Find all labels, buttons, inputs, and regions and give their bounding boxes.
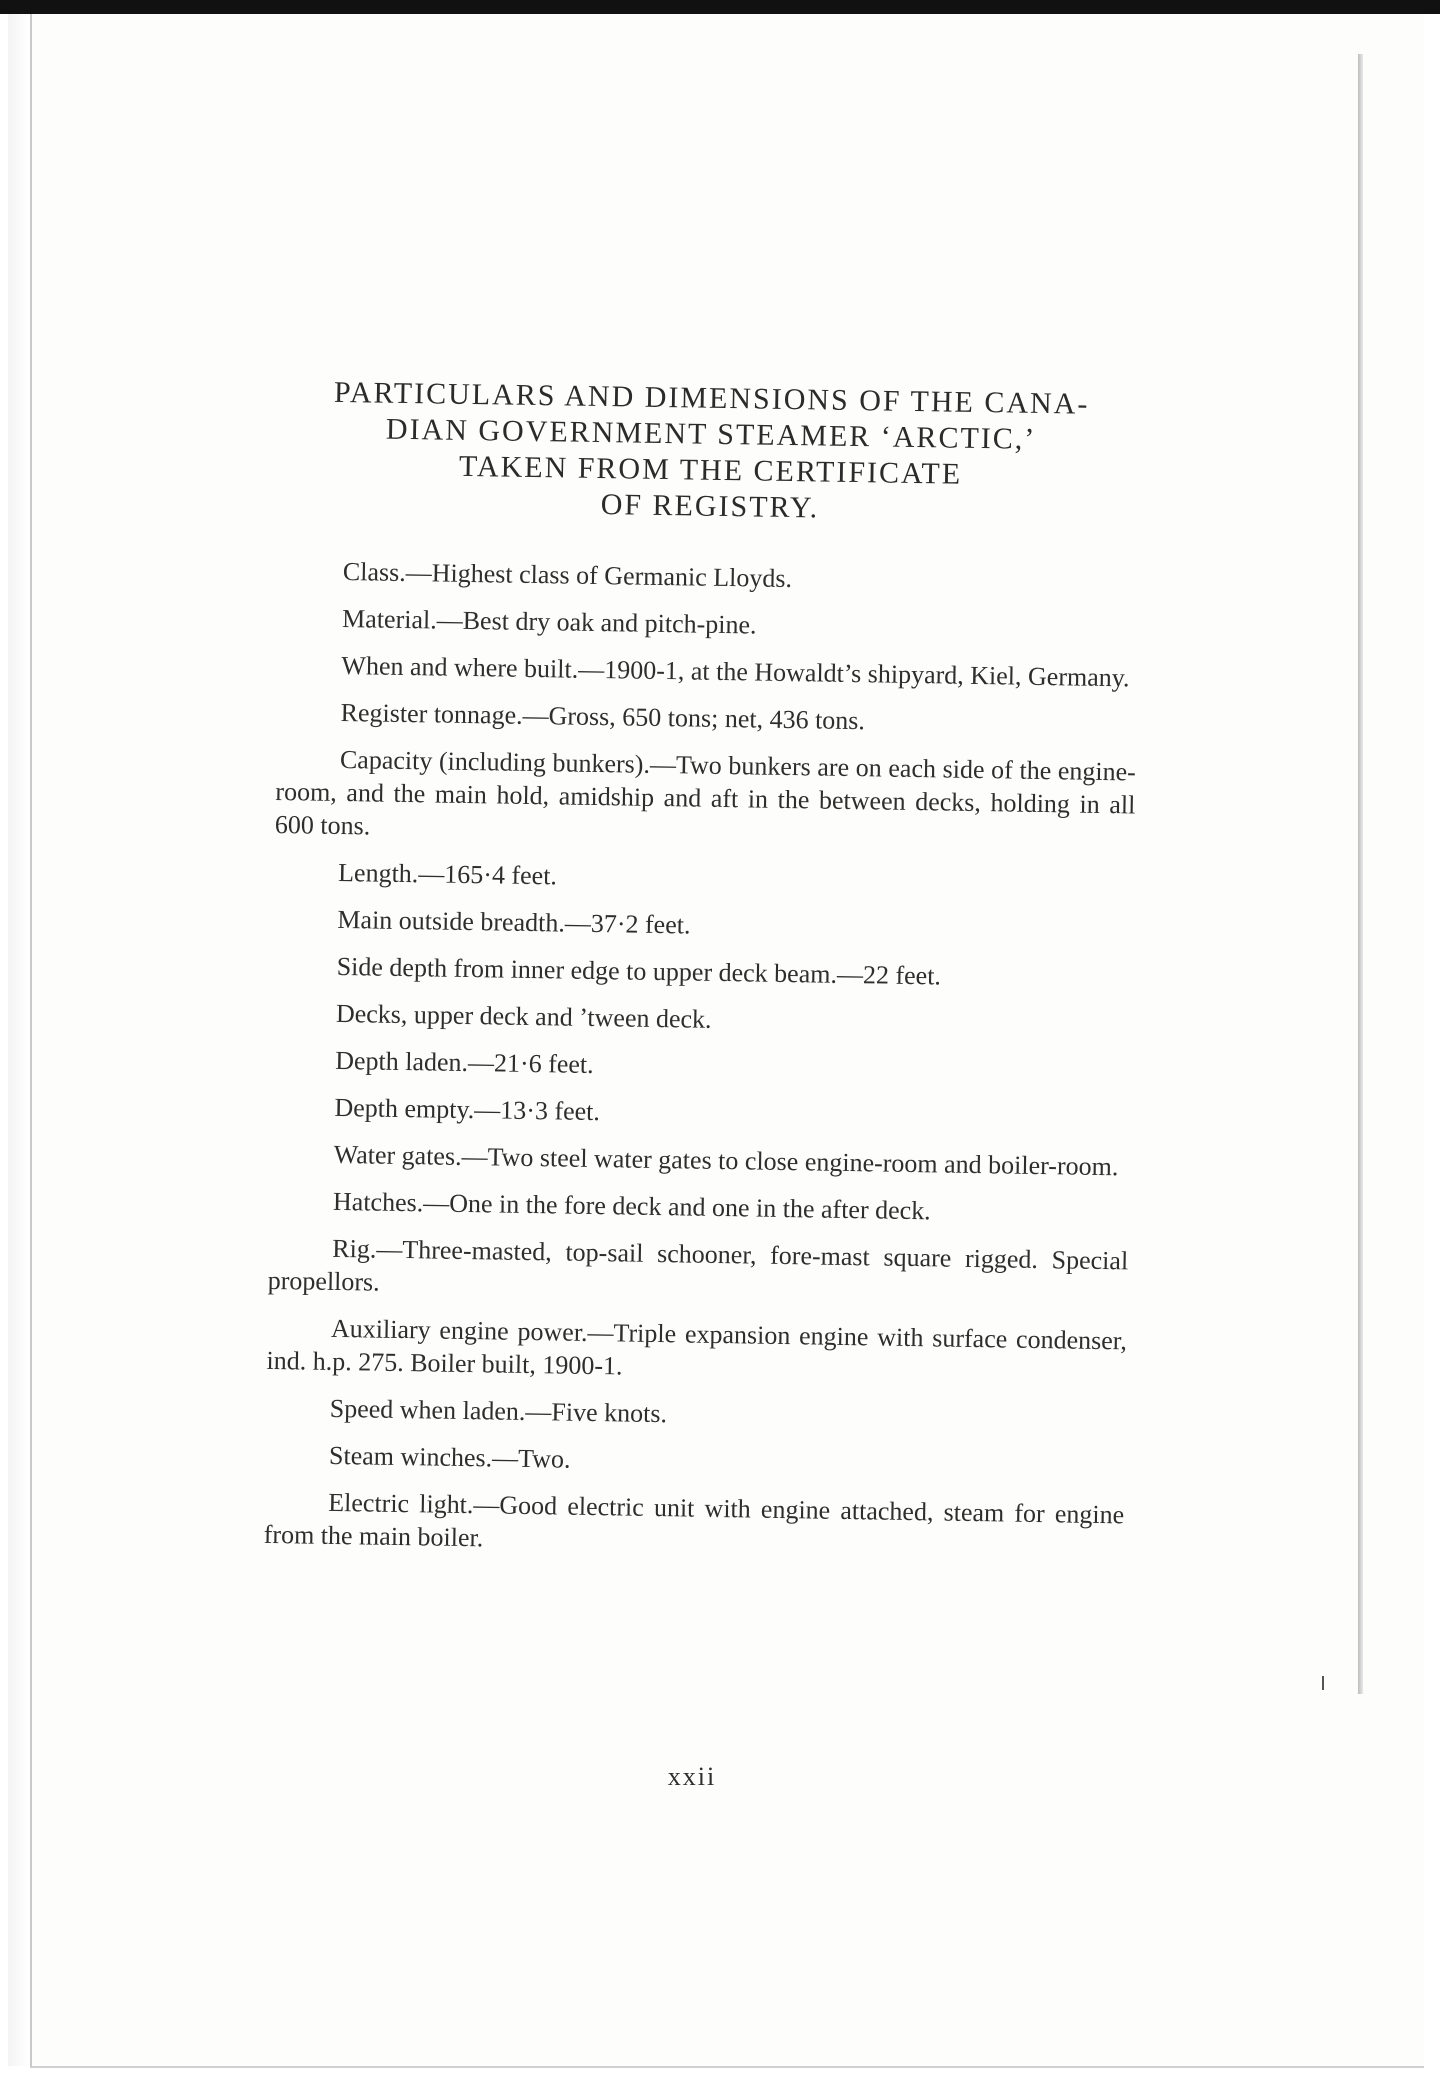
entry-capacity bbox=[275, 742, 1136, 854]
entry-text: —Highest class of Germanic Lloyds. bbox=[405, 557, 793, 594]
entry-label: Register tonnage. bbox=[340, 697, 523, 730]
page-number: xxii bbox=[667, 1762, 717, 1791]
entry-label: Length. bbox=[337, 857, 419, 889]
entry-label: Speed when laden. bbox=[329, 1393, 526, 1426]
entry-electric-light bbox=[264, 1485, 1125, 1565]
entry-depth-laden bbox=[271, 1043, 1131, 1090]
title-line: PARTICULARS AND DIMENSIONS OF THE CANA- bbox=[333, 375, 1090, 421]
entry-text: —Good electric unit with engine attached, steam for engine from the main boiler. bbox=[263, 1490, 1125, 1553]
page-edge-mark bbox=[1322, 1676, 1324, 1690]
entry-text: —Two. bbox=[491, 1443, 571, 1474]
document-page bbox=[30, 14, 1424, 2068]
entry-text: —165·4 feet. bbox=[418, 859, 558, 891]
entry-rig bbox=[268, 1231, 1129, 1311]
entry-label: Water gates. bbox=[333, 1139, 462, 1171]
entry-text: —22 feet. bbox=[836, 959, 942, 991]
entry-label: Main outside breadth. bbox=[337, 904, 566, 938]
entry-label: Hatches. bbox=[332, 1186, 424, 1218]
entry-water-gates bbox=[269, 1137, 1129, 1184]
entry-text: —Five knots. bbox=[525, 1396, 668, 1429]
entry-class bbox=[279, 554, 1139, 601]
entry-speed bbox=[266, 1391, 1126, 1438]
entry-label: Class. bbox=[342, 556, 406, 587]
entry-material bbox=[278, 601, 1138, 648]
scan-left-shadow bbox=[8, 14, 30, 2066]
entry-register-tonnage bbox=[276, 695, 1136, 742]
page-title bbox=[280, 374, 1142, 531]
entry-text: —37·2 feet. bbox=[564, 908, 691, 940]
entry-text: —Best dry oak and pitch-pine. bbox=[436, 605, 757, 640]
entry-text: —21·6 feet. bbox=[467, 1048, 594, 1079]
entry-text: —Two steel water gates to close engine-room and boiler-room. bbox=[461, 1141, 1119, 1182]
entry-label: Auxiliary engine power. bbox=[330, 1313, 588, 1347]
entry-label: Depth laden. bbox=[334, 1045, 469, 1078]
entry-label: Side depth from inner edge to upper deck beam. bbox=[336, 951, 838, 989]
entry-label: Decks, upper deck and ’tween deck. bbox=[335, 998, 712, 1034]
title-line: DIAN GOVERNMENT STEAMER ‘ARCTIC,’ bbox=[385, 412, 1037, 456]
entry-hatches bbox=[269, 1184, 1129, 1231]
entry-decks bbox=[272, 996, 1132, 1043]
page-content bbox=[263, 374, 1142, 1578]
entry-text: —One in the fore deck and one in the after deck. bbox=[423, 1188, 931, 1226]
title-line: TAKEN FROM THE CERTIFICATE bbox=[458, 449, 963, 491]
entry-text: —Two bunkers are on each side of the engine-room, and the main hold, amidship and aft in the between decks, holding in all 600 tons. bbox=[274, 749, 1137, 841]
entry-label: Capacity (including bunkers). bbox=[339, 744, 651, 779]
entry-text: —Three-masted, top-sail schooner, fore-mast square rigged. Special propellors. bbox=[267, 1234, 1129, 1297]
entry-label: Depth empty. bbox=[334, 1092, 475, 1125]
entry-length bbox=[274, 855, 1134, 902]
entry-text: —1900-1, at the Howaldt’s shipyard, Kiel, Germany. bbox=[577, 654, 1130, 693]
entry-text: —Triple expansion engine with surface condenser, ind. h.p. 275. Boiler built, 1900-1. bbox=[266, 1317, 1128, 1381]
entry-text: —13·3 feet. bbox=[474, 1095, 601, 1127]
entry-breadth bbox=[273, 902, 1133, 949]
title-line: OF REGISTRY. bbox=[600, 488, 820, 525]
entry-label: Rig. bbox=[332, 1233, 377, 1264]
scan-top-border bbox=[0, 0, 1440, 14]
entry-text: —Gross, 650 tons; net, 436 tons. bbox=[522, 700, 866, 736]
entry-built bbox=[277, 648, 1137, 695]
entry-auxiliary-engine bbox=[266, 1311, 1127, 1391]
page-edge-shadow bbox=[1358, 54, 1363, 1694]
entry-label: When and where built. bbox=[341, 650, 579, 684]
entry-side-depth bbox=[272, 949, 1132, 996]
entry-label: Steam winches. bbox=[328, 1440, 493, 1473]
entry-label: Material. bbox=[341, 603, 437, 635]
entry-depth-empty bbox=[270, 1090, 1130, 1137]
entry-steam-winches bbox=[265, 1438, 1125, 1485]
entry-label: Electric light. bbox=[328, 1487, 474, 1520]
